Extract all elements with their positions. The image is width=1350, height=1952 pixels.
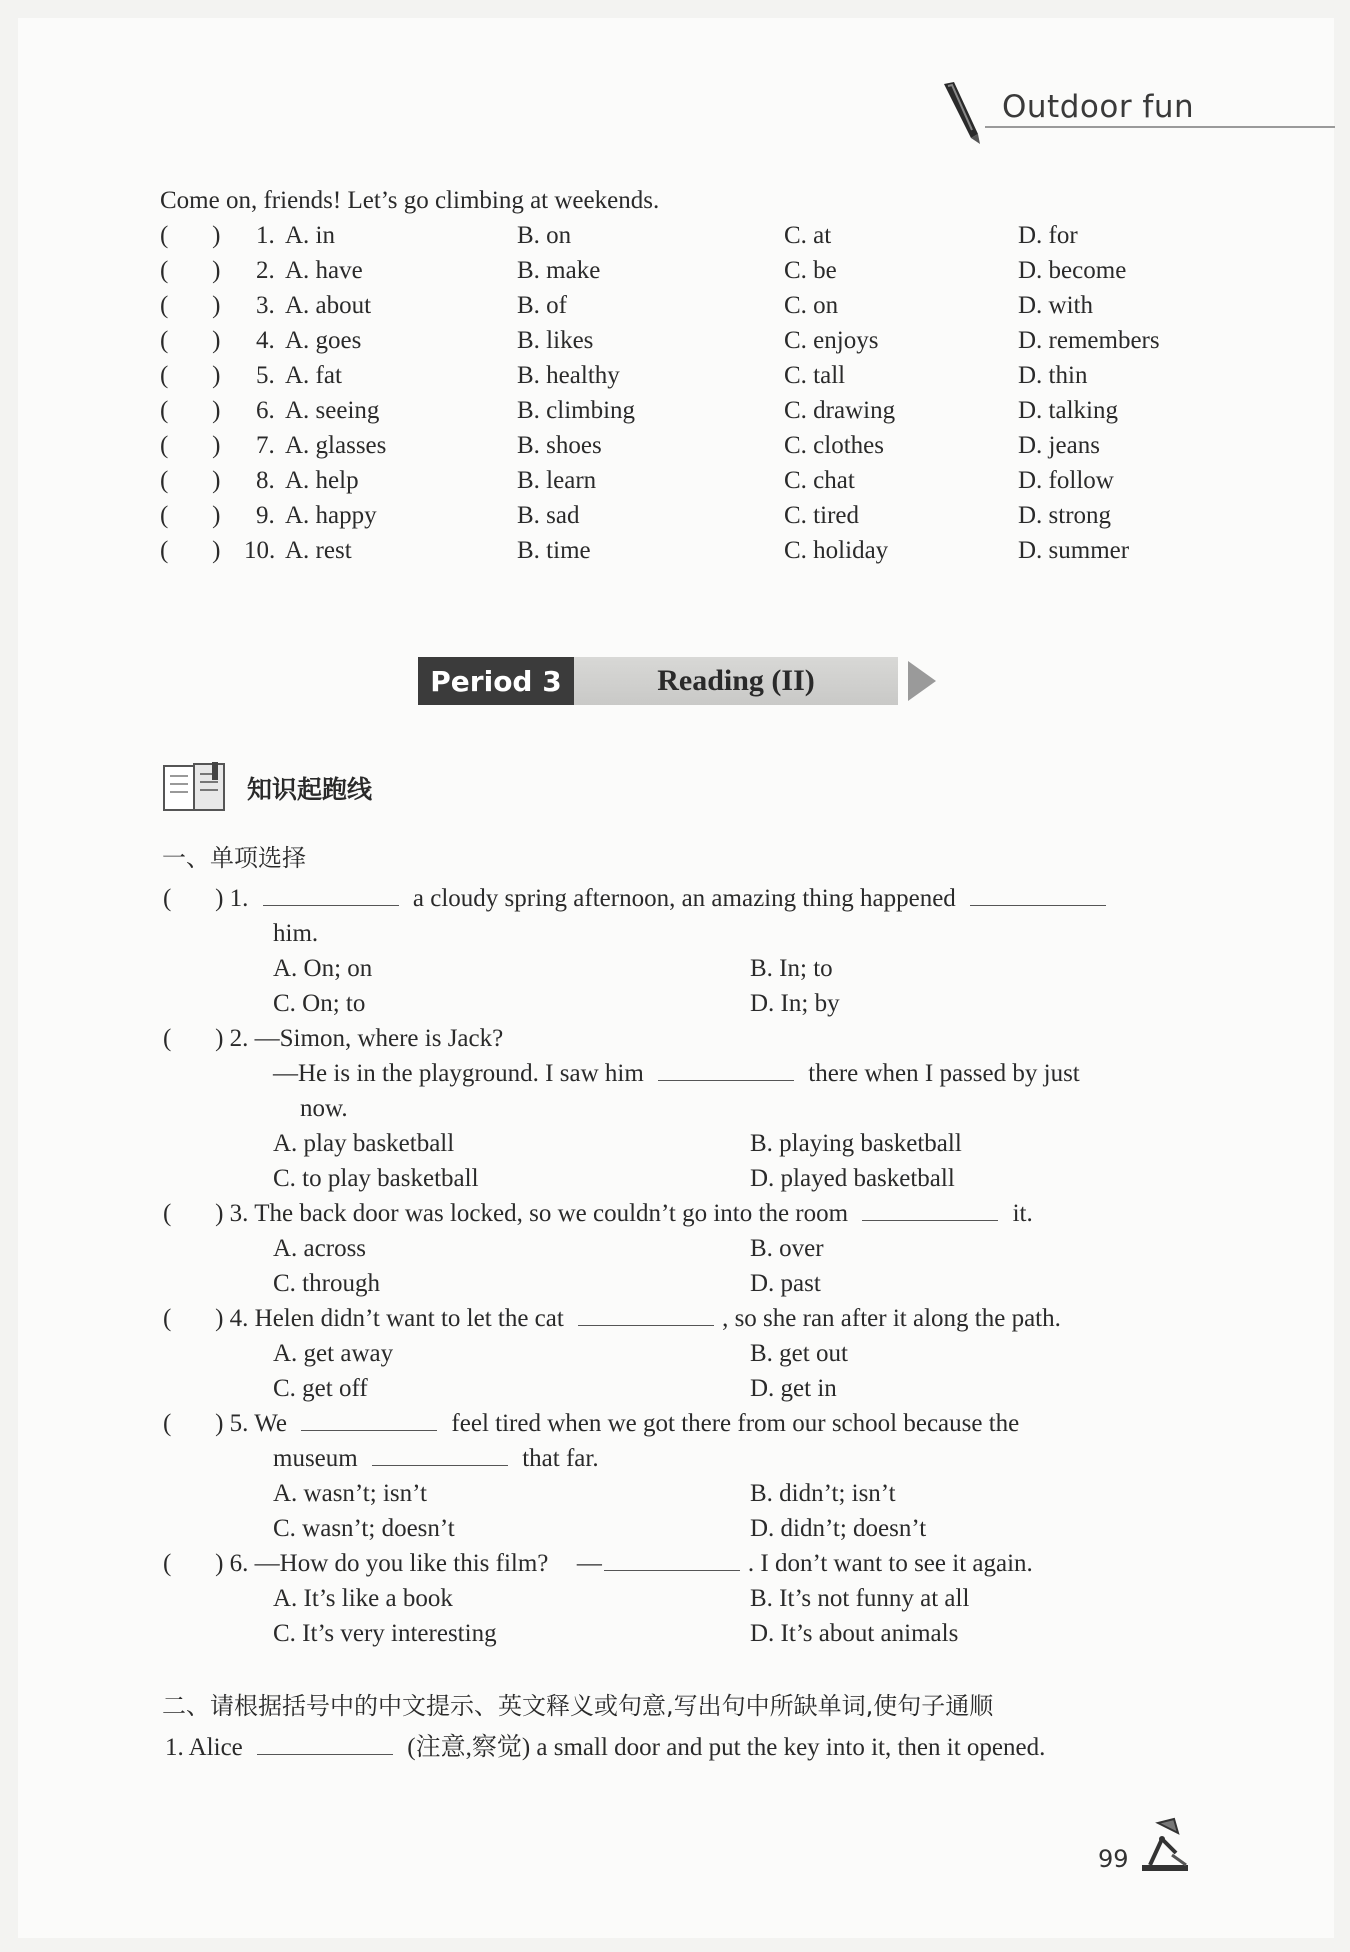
option-c: C. wasn’t; doesn’t <box>273 1515 455 1542</box>
part1-q2 <box>163 1021 503 1056</box>
option-d: D. with <box>1018 292 1093 319</box>
banner-arrow-icon <box>908 661 936 701</box>
part1-heading: 一、单项选择 <box>162 844 306 872</box>
period-title: Reading (II) <box>574 657 898 705</box>
answer-blank[interactable] <box>970 883 1106 906</box>
period-label: Period 3 <box>418 657 574 705</box>
option-c: C. tall <box>784 362 846 389</box>
option-a: A. happy <box>285 502 377 529</box>
question-number: 6. <box>256 397 275 424</box>
question-number: 1. <box>165 1734 184 1761</box>
option-b: B. climbing <box>517 397 636 424</box>
answer-blank[interactable] <box>578 1303 714 1326</box>
answer-paren[interactable]: ( ) <box>160 537 221 564</box>
option-d: D. follow <box>1018 467 1114 494</box>
option-a: A. rest <box>285 537 352 564</box>
question-text: (注意,察觉) a small door and put the key into it, then it opened. <box>407 1734 1046 1761</box>
option-c: C. enjoys <box>784 327 879 354</box>
option-b: B. time <box>517 537 591 564</box>
question-text: feel tired when we got there from our school because the <box>451 1410 1020 1437</box>
question-text: it. <box>1012 1200 1033 1227</box>
question-text: Helen didn’t want to let the cat <box>254 1305 564 1332</box>
question-text: now. <box>300 1095 348 1122</box>
option-c: C. drawing <box>784 397 896 424</box>
option-b: B. on <box>517 222 572 249</box>
option-c: C. tired <box>784 502 859 529</box>
page-number: 99 <box>1098 1845 1129 1873</box>
part1-q5 <box>163 1406 1019 1441</box>
option-a: A. It’s like a book <box>273 1585 453 1612</box>
answer-paren[interactable]: ( ) <box>160 397 221 424</box>
option-a: A. wasn’t; isn’t <box>273 1480 427 1507</box>
question-text: We <box>254 1410 287 1437</box>
option-c: C. It’s very interesting <box>273 1620 497 1647</box>
answer-blank[interactable] <box>862 1198 998 1221</box>
question-number: 2. <box>256 257 275 284</box>
option-d: D. become <box>1018 257 1127 284</box>
option-b: B. sad <box>517 502 580 529</box>
option-c: C. get off <box>273 1375 368 1402</box>
option-d: D. It’s about animals <box>750 1620 959 1647</box>
question-text: museum <box>273 1445 358 1472</box>
question-number: 3. <box>229 1200 249 1227</box>
question-text: him. <box>273 920 319 947</box>
part2-heading: 二、请根据括号中的中文提示、英文释义或句意,写出句中所缺单词,使句子通顺 <box>162 1692 994 1720</box>
option-c: C. clothes <box>784 432 884 459</box>
option-a: A. in <box>285 222 335 249</box>
question-number: 9. <box>256 502 275 529</box>
option-d: D. strong <box>1018 502 1112 529</box>
option-c: C. to play basketball <box>273 1165 479 1192</box>
option-c: C. On; to <box>273 990 366 1017</box>
question-text: —How do you like this film? <box>254 1550 549 1577</box>
answer-paren[interactable]: ( ) <box>160 432 221 459</box>
question-number: 4. <box>256 327 275 354</box>
question-number: 4. <box>229 1305 249 1332</box>
option-b: B. It’s not funny at all <box>750 1585 970 1612</box>
header-rule <box>985 126 1335 128</box>
option-b: B. of <box>517 292 567 319</box>
option-d: D. In; by <box>750 990 840 1017</box>
option-b: B. shoes <box>517 432 602 459</box>
question-text: , so she ran after it along the path. <box>722 1305 1061 1332</box>
desk-lamp-icon <box>1136 1815 1192 1878</box>
question-number: 10. <box>244 537 276 564</box>
period-banner <box>418 657 898 705</box>
option-a: A. across <box>273 1235 367 1262</box>
option-a: A. glasses <box>285 432 387 459</box>
answer-paren[interactable]: ( ) <box>163 885 224 912</box>
question-text: Alice <box>188 1734 243 1761</box>
question-text: a cloudy spring afternoon, an amazing thing happened <box>412 885 956 912</box>
question-number: 1. <box>229 885 249 912</box>
question-number: 5. <box>229 1410 249 1437</box>
part1-q6 <box>163 1546 1033 1581</box>
option-b: B. over <box>750 1235 824 1262</box>
answer-blank[interactable] <box>658 1058 794 1081</box>
option-a: A. have <box>285 257 363 284</box>
answer-paren[interactable]: ( ) <box>163 1305 224 1332</box>
question-number: 3. <box>256 292 275 319</box>
option-b: B. healthy <box>517 362 620 389</box>
header-title: Outdoor fun <box>1002 89 1195 125</box>
option-a: A. play basketball <box>273 1130 455 1157</box>
question-number: 8. <box>256 467 275 494</box>
question-number: 6. <box>229 1550 249 1577</box>
question-number: 1. <box>256 222 275 249</box>
answer-paren[interactable]: ( ) <box>160 502 221 529</box>
option-a: A. seeing <box>285 397 380 424</box>
answer-paren[interactable]: ( ) <box>160 257 221 284</box>
answer-blank[interactable] <box>604 1548 740 1571</box>
option-b: B. didn’t; isn’t <box>750 1480 896 1507</box>
question-text: that far. <box>522 1445 599 1472</box>
option-c: C. through <box>273 1270 380 1297</box>
question-text: there when I passed by just <box>808 1060 1080 1087</box>
answer-paren[interactable]: ( ) <box>160 327 221 354</box>
answer-paren[interactable]: ( ) <box>163 1410 224 1437</box>
option-d: D. past <box>750 1270 821 1297</box>
option-d: D. remembers <box>1018 327 1160 354</box>
option-d: D. get in <box>750 1375 837 1402</box>
option-d: D. talking <box>1018 397 1118 424</box>
option-c: C. on <box>784 292 839 319</box>
option-a: A. fat <box>285 362 342 389</box>
option-b: B. playing basketball <box>750 1130 962 1157</box>
option-c: C. be <box>784 257 837 284</box>
question-line <box>273 1441 599 1476</box>
answer-blank[interactable] <box>301 1408 437 1431</box>
pen-icon <box>938 80 988 151</box>
question-text: . I don’t want to see it again. <box>747 1550 1033 1577</box>
question-line <box>273 1056 1080 1091</box>
option-a: A. get away <box>273 1340 394 1367</box>
answer-paren[interactable]: ( ) <box>160 467 221 494</box>
answer-blank[interactable] <box>257 1732 393 1755</box>
option-d: D. summer <box>1018 537 1130 564</box>
option-d: D. played basketball <box>750 1165 955 1192</box>
option-c: C. at <box>784 222 832 249</box>
option-a: A. about <box>285 292 372 319</box>
answer-paren[interactable]: ( ) <box>160 222 221 249</box>
answer-paren[interactable]: ( ) <box>163 1550 224 1577</box>
option-d: D. thin <box>1018 362 1088 389</box>
answer-paren[interactable]: ( ) <box>160 362 221 389</box>
question-number: 5. <box>256 362 275 389</box>
option-c: C. holiday <box>784 537 889 564</box>
answer-paren[interactable]: ( ) <box>163 1200 224 1227</box>
question-text: — <box>576 1550 602 1577</box>
answer-blank[interactable] <box>263 883 399 906</box>
question-text: —Simon, where is Jack? <box>254 1025 504 1052</box>
answer-paren[interactable]: ( ) <box>163 1025 224 1052</box>
option-a: A. help <box>285 467 359 494</box>
option-d: D. jeans <box>1018 432 1100 459</box>
part1-q1 <box>163 881 1114 916</box>
option-a: A. On; on <box>273 955 373 982</box>
option-b: B. get out <box>750 1340 848 1367</box>
knowledge-title: 知识起跑线 <box>247 775 373 804</box>
option-b: B. learn <box>517 467 597 494</box>
option-c: C. chat <box>784 467 855 494</box>
question-text: The back door was locked, so we couldn’t go into the room <box>254 1200 849 1227</box>
question-number: 2. <box>229 1025 249 1052</box>
part2-q1 <box>165 1730 1045 1765</box>
option-b: B. likes <box>517 327 594 354</box>
option-a: A. goes <box>285 327 362 354</box>
part1-q4 <box>163 1301 1061 1336</box>
question-text: —He is in the playground. I saw him <box>273 1060 644 1087</box>
option-b: B. In; to <box>750 955 833 982</box>
cloze-intro: Come on, friends! Let’s go climbing at weekends. <box>160 187 660 214</box>
question-number: 7. <box>256 432 275 459</box>
answer-paren[interactable]: ( ) <box>160 292 221 319</box>
answer-blank[interactable] <box>372 1443 508 1466</box>
option-d: D. didn’t; doesn’t <box>750 1515 927 1542</box>
option-b: B. make <box>517 257 601 284</box>
book-icon <box>162 760 228 819</box>
part1-q3 <box>163 1196 1033 1231</box>
option-d: D. for <box>1018 222 1078 249</box>
